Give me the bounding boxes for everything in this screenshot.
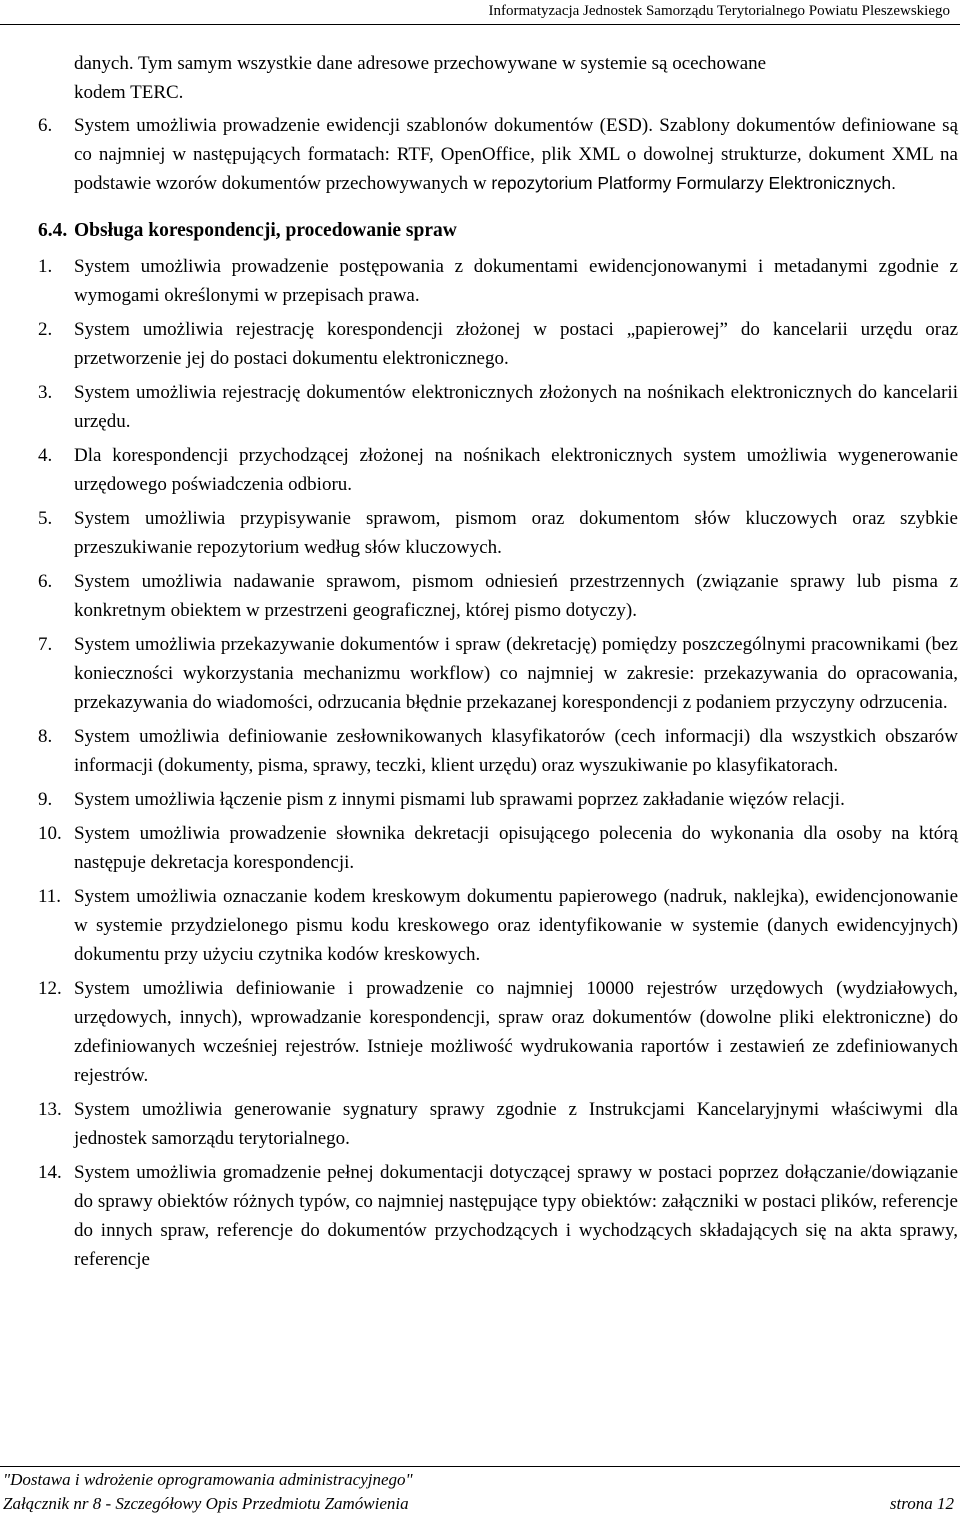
document-body xyxy=(38,49,958,1279)
list-item-text xyxy=(74,111,958,198)
list-item-text: System umożliwia definiowanie i prowadzenie co najmniej 10000 rejestrów urzędowych (wydziałowych, urzędowych, innych), wprowadzanie korespondencji, spraw oraz dokumentów (dowolne pliki elektroniczne) do zdefiniowanych wcześniej rejestrów. Istnieje możliwość wydrukowania raportów i zestawień ze zdefiniowanych rejestrów. xyxy=(74,978,958,1086)
requirements-list xyxy=(38,252,958,1274)
list-item-number: 3. xyxy=(38,382,53,403)
list-item-number: 14. xyxy=(38,1162,62,1183)
list-item-text: System umożliwia łączenie pism z innymi pismami lub sprawami poprzez zakładanie więzów relacji. xyxy=(74,789,845,810)
list-item-text: System umożliwia przekazywanie dokumentów i spraw (dekretację) pomiędzy poszczególnymi pracownikami (bez konieczności wykorzystania mechanizmu workflow) co najmniej w zakresie: przekazywania do opracowania, przekazywania do wiadomości, odrzucania błędnie przekazanej korespondencji z podaniem przyczyny odrzucenia. xyxy=(74,634,958,713)
list-item xyxy=(38,974,958,1090)
list-item-text: System umożliwia rejestrację korespondencji złożonej w postaci „papierowej” do kancelarii urzędu oraz przetworzenie jej do postaci dokumentu elektronicznego. xyxy=(74,319,958,369)
list-item-text-part2: repozytorium Platformy Formularzy Elektronicznych. xyxy=(491,173,896,193)
intro-line-2: kodem TERC. xyxy=(74,82,184,103)
intro-paragraph xyxy=(38,49,958,107)
list-item-text: System umożliwia oznaczanie kodem kreskowym dokumentu papierowego (nadruk, naklejka), ewidencjonowanie w systemie przydzielonego pismu kodu kreskowego oraz identyfikowanie w systemie (danych ewidencyjnych) dokumentu przy użyciu czytnika kodów kreskowych. xyxy=(74,886,958,965)
list-item-number: 10. xyxy=(38,823,62,844)
list-item xyxy=(38,630,958,717)
section-heading xyxy=(38,216,958,245)
list-item-6-esd xyxy=(38,111,958,198)
list-item-number: 6. xyxy=(38,115,53,136)
list-item-text: System umożliwia nadawanie sprawom, pismom odniesień przestrzennych (związanie sprawy lub pisma z konkretnym obiektem w przestrzeni geograficznej, której pismo dotyczy). xyxy=(74,571,958,621)
list-item-text: System umożliwia prowadzenie słownika dekretacji opisującego polecenia do wykonania dla osoby na którą następuje dekretacja korespondencji. xyxy=(74,823,958,873)
list-item-text: System umożliwia przypisywanie sprawom, pismom oraz dokumentom słów kluczowych oraz szybkie przeszukiwanie repozytorium według słów kluczowych. xyxy=(74,508,958,558)
footer-attachment: Załącznik nr 8 - Szczegółowy Opis Przedmiotu Zamówienia xyxy=(3,1494,409,1513)
footer-divider xyxy=(0,1466,960,1467)
list-item xyxy=(38,567,958,625)
list-item-text: System umożliwia gromadzenie pełnej dokumentacji dotyczącej sprawy w postaci poprzez dołączanie/dowiązanie do sprawy obiektów różnych typów, co najmniej następujące typy obiektów: załączniki w postaci plików, referencje do innych spraw, referencje do dokumentów przychodzących i wychodzących składających się na akta sprawy, referencje xyxy=(74,1162,958,1270)
list-item-text-part1: System umożliwia prowadzenie ewidencji szablonów dokumentów (ESD). Szablony dokumentów definiowane są co najmniej w następujących formatach: RTF, OpenOffice, plik XML o dowolnej strukturze, dokument XML na podstawie wzorów dokumentów przechowywanych w xyxy=(74,115,958,194)
list-item-number: 13. xyxy=(38,1099,62,1120)
list-item-number: 5. xyxy=(38,508,53,529)
list-item-number: 1. xyxy=(38,256,53,277)
list-item xyxy=(38,882,958,969)
header-divider xyxy=(0,24,960,25)
list-item-text: System umożliwia rejestrację dokumentów elektronicznych złożonych na nośnikach elektronicznych do kancelarii urzędu. xyxy=(74,382,958,432)
list-item-number: 9. xyxy=(38,789,53,810)
list-item-number: 12. xyxy=(38,978,62,999)
list-item xyxy=(38,441,958,499)
list-item xyxy=(38,722,958,780)
list-item-number: 8. xyxy=(38,726,53,747)
list-item xyxy=(38,378,958,436)
footer-project-title: "Dostawa i wdrożenie oprogramowania administracyjnego" xyxy=(3,1470,413,1489)
list-item-text: Dla korespondencji przychodzącej złożonej na nośnikach elektronicznych system umożliwia wygenerowanie urzędowego poświadczenia odbioru. xyxy=(74,445,958,495)
section-number: 6.4. xyxy=(38,220,68,241)
list-item-text: System umożliwia generowanie sygnatury sprawy zgodnie z Instrukcjami Kancelaryjnymi właściwymi dla jednostek samorządu terytorialnego. xyxy=(74,1099,958,1149)
list-item xyxy=(38,1158,958,1274)
list-item-number: 2. xyxy=(38,319,53,340)
list-item-number: 6. xyxy=(38,571,53,592)
list-item-number: 11. xyxy=(38,886,62,907)
list-item xyxy=(38,252,958,310)
list-item xyxy=(38,504,958,562)
list-item-number: 7. xyxy=(38,634,53,655)
footer-line xyxy=(3,1493,954,1515)
intro-line-1: danych. Tym samym wszystkie dane adresowe przechowywane w systemie są ocechowane xyxy=(74,53,767,74)
list-item xyxy=(38,315,958,373)
list-item xyxy=(38,785,958,814)
list-item-text: System umożliwia prowadzenie postępowania z dokumentami ewidencjonowanymi i metadanymi zgodnie z wymogami określonymi w przepisach prawa. xyxy=(74,256,958,306)
running-header: Informatyzacja Jednostek Samorządu Terytorialnego Powiatu Pleszewskiego xyxy=(488,3,950,19)
list-item-number: 4. xyxy=(38,445,53,466)
list-item xyxy=(38,1095,958,1153)
list-item xyxy=(38,819,958,877)
page-number: strona 12 xyxy=(889,1494,954,1513)
list-item-text: System umożliwia definiowanie zesłownikowanych klasyfikatorów (cech informacji) dla wszystkich obszarów informacji (dokumenty, pisma, sprawy, teczki, klient urzędu) oraz wyszukiwanie po klasyfikatorach. xyxy=(74,726,958,776)
section-title: Obsługa korespondencji, procedowanie spraw xyxy=(74,220,457,241)
